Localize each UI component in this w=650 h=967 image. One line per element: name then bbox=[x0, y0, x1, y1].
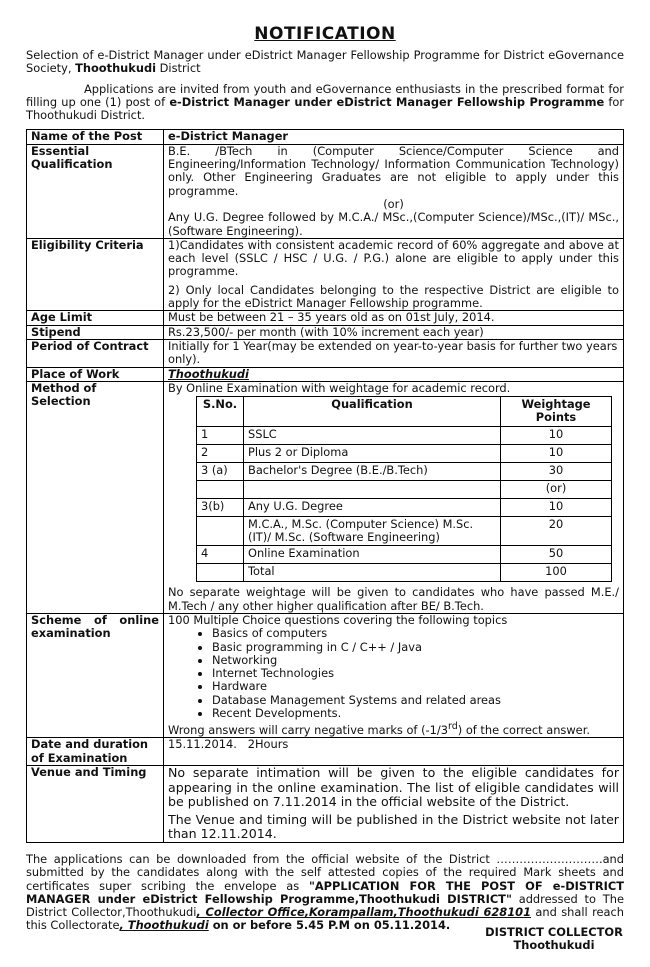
cell-qualification: Online Examination bbox=[244, 546, 501, 564]
venue-para-1: No separate intimation will be given to the eligible candidates for appearing in the online examination. The list of eligible candidates will be published on 7.11.2014 in the official website of the District. bbox=[168, 764, 619, 810]
label-stipend: Stipend bbox=[27, 325, 164, 339]
signature-title: DISTRICT COLLECTOR bbox=[485, 925, 623, 939]
cell-points: 10 bbox=[501, 498, 612, 516]
intro-paragraph-2 bbox=[26, 83, 624, 123]
list-item: • Basic programming in C / C++ / Java bbox=[212, 641, 619, 654]
scheme-note bbox=[168, 720, 619, 737]
cell-qualification: Bachelor's Degree (B.E./B.Tech) bbox=[244, 462, 501, 480]
cell-qualification: SSLC bbox=[244, 426, 501, 444]
intro2-post: e-District Manager under eDistrict Manager Fellowship Programme bbox=[169, 94, 605, 109]
header-points: Weightage Points bbox=[501, 397, 612, 427]
row-age bbox=[27, 311, 624, 325]
cell-qualification: Plus 2 or Diploma bbox=[244, 444, 501, 462]
selection-note: No separate weightage will be given to candidates who have passed M.E./ M.Tech / any other higher qualification after BE/ B.Tech. bbox=[168, 585, 619, 613]
qualification-line-2: Any U.G. Degree followed by M.C.A./ MSc.,(Computer Science)/MSc.,(IT)/ MSc., (Software Engineering). bbox=[168, 210, 619, 238]
label-post: Name of the Post bbox=[27, 130, 164, 144]
label-eligibility: Eligibility Criteria bbox=[27, 238, 164, 310]
list-item: • Networking bbox=[212, 654, 619, 667]
row-selection bbox=[27, 381, 624, 613]
footer-part1: The applications can be downloaded from the official website of the District ……………………….and submitted by the candidates along with the self attested copies of the required Mark sheets and certificates super scribing the envelope as bbox=[26, 851, 624, 893]
total-label: Total bbox=[244, 564, 501, 582]
footer-part3: and shall reach this Collectorate bbox=[26, 905, 624, 933]
cell-sno: 2 bbox=[197, 444, 244, 462]
weightage-table bbox=[196, 396, 612, 582]
cell-qualification: Any U.G. Degree bbox=[244, 498, 501, 516]
label-scheme: Scheme of online examination bbox=[27, 613, 164, 737]
intro2-text: Applications are invited from youth and eGovernance enthusiasts in the prescribed format for filling up one (1) post of bbox=[26, 81, 624, 109]
scheme-note-pre: Wrong answers will carry negative marks of (-1/3 bbox=[168, 723, 448, 738]
header-qualification: Qualification bbox=[244, 397, 501, 427]
intro1-suffix: District bbox=[156, 61, 201, 76]
venue-para-2: The Venue and timing will be published in the District website not later than 12.11.2014. bbox=[168, 811, 619, 842]
list-item: • Basics of computers bbox=[212, 627, 619, 640]
table-row bbox=[197, 426, 612, 444]
value-stipend: Rs.23,500/- per month (with 10% increment each year) bbox=[164, 325, 624, 339]
eligibility-item-2: 2) Only local Candidates belonging to the respective District are eligible to apply for the eDistrict Manager Fellowship programme. bbox=[168, 282, 619, 311]
table-row bbox=[197, 462, 612, 480]
cell-sno: 4 bbox=[197, 546, 244, 564]
scheme-note-post: ) of the correct answer. bbox=[457, 723, 590, 738]
table-row bbox=[197, 444, 612, 462]
eligibility-item-1: 1)Candidates with consistent academic record of 60% aggregate and above at each level (SSLC / HSC / U.G. / P.G.) alone are eligible to apply under this programme. bbox=[168, 237, 619, 279]
row-contract bbox=[27, 339, 624, 367]
value-contract: Initially for 1 Year(may be extended on year-to-year basis for further two years only). bbox=[164, 339, 624, 367]
value-post: e-District Manager bbox=[164, 130, 624, 144]
row-scheme bbox=[27, 613, 624, 737]
selection-intro: By Online Examination with weightage for academic record. bbox=[168, 380, 511, 395]
header-sno: S.No. bbox=[197, 397, 244, 427]
intro-paragraph-1 bbox=[26, 49, 624, 76]
cell-qualification: M.C.A., M.Sc. (Computer Science) M.Sc. (IT)/ M.Sc. (Software Engineering) bbox=[244, 516, 501, 546]
list-item: • Internet Technologies bbox=[212, 667, 619, 680]
row-post bbox=[27, 130, 624, 144]
list-item: • Database Management Systems and related areas bbox=[212, 694, 619, 707]
cell-points: 30 bbox=[501, 462, 612, 480]
scheme-note-sup: rd bbox=[447, 721, 458, 733]
value-place: Thoothukudi bbox=[164, 367, 624, 381]
qualification-line-1: B.E. /BTech in (Computer Science/Computer Science and Engineering/Information Technology/ Information Communication Technology) only. Other Engineering Graduates are not eligible to apply under this programme. bbox=[168, 143, 619, 198]
value-age: Must be between 21 – 35 years old as on 01st July, 2014. bbox=[164, 311, 624, 325]
label-contract: Period of Contract bbox=[27, 339, 164, 367]
label-selection: Method of Selection bbox=[27, 381, 164, 613]
total-row bbox=[197, 564, 612, 582]
qualification-or: (or) bbox=[383, 196, 404, 211]
cell-points: 10 bbox=[501, 426, 612, 444]
intro2-suffix: for Thoothukudi District. bbox=[26, 94, 625, 123]
cell-sno: 3(b) bbox=[197, 498, 244, 516]
table-row bbox=[197, 516, 612, 546]
footer-deadline: on or before 5.45 P.M on 05.11.2014. bbox=[208, 918, 451, 933]
intro1-text: Selection of e-District Manager under eDistrict Manager Fellowship Programme for District eGovernance Society, bbox=[26, 48, 624, 76]
footer-envelope: "APPLICATION FOR THE POST OF e-DISTRICT MANAGER under eDistrict Fellowship Programme,Thoothukudi DISTRICT" bbox=[26, 878, 624, 906]
weightage-header-row bbox=[197, 397, 612, 427]
cell-sno bbox=[197, 480, 244, 498]
table-row bbox=[197, 480, 612, 498]
label-venue: Venue and Timing bbox=[27, 765, 164, 842]
cell-sno: 1 bbox=[197, 426, 244, 444]
signature-place: Thoothukudi bbox=[513, 938, 595, 953]
cell-points: 10 bbox=[501, 444, 612, 462]
label-age: Age Limit bbox=[27, 311, 164, 325]
cell-sno: 3 (a) bbox=[197, 462, 244, 480]
label-date: Date and duration of Examination bbox=[27, 738, 164, 766]
footer-address: , Collector Office,Korampallam,Thoothukudi 628101 bbox=[196, 905, 532, 920]
row-place bbox=[27, 367, 624, 381]
cell-points: 50 bbox=[501, 546, 612, 564]
cell-points: (or) bbox=[501, 480, 612, 498]
intro1-district: Thoothukudi bbox=[75, 61, 157, 76]
row-qualification bbox=[27, 144, 624, 238]
label-place: Place of Work bbox=[27, 367, 164, 381]
list-item: • Hardware bbox=[212, 680, 619, 693]
table-row bbox=[197, 546, 612, 564]
list-item: • Recent Developments. bbox=[212, 707, 619, 720]
cell-sno bbox=[197, 516, 244, 546]
row-stipend bbox=[27, 325, 624, 339]
table-row bbox=[197, 498, 612, 516]
footer-place: , Thoothukudi bbox=[119, 918, 209, 933]
value-date: 15.11.2014. 2Hours bbox=[164, 738, 624, 766]
signature-block bbox=[484, 926, 624, 953]
row-date bbox=[27, 738, 624, 766]
total-value: 100 bbox=[501, 564, 612, 582]
footer-part2: addressed to The District Collector,Thoothukudi bbox=[26, 891, 624, 920]
scheme-intro: 100 Multiple Choice questions covering the following topics bbox=[168, 612, 508, 627]
details-table bbox=[26, 129, 624, 842]
row-eligibility bbox=[27, 238, 624, 310]
cell-qualification bbox=[244, 480, 501, 498]
page-title: NOTIFICATION bbox=[254, 24, 396, 44]
notification-page bbox=[26, 24, 625, 953]
footer-paragraph bbox=[26, 853, 624, 933]
row-venue bbox=[27, 765, 624, 842]
topic-list bbox=[168, 627, 619, 720]
cell-points: 20 bbox=[501, 516, 612, 546]
label-qualification: Essential Qualification bbox=[27, 144, 164, 238]
